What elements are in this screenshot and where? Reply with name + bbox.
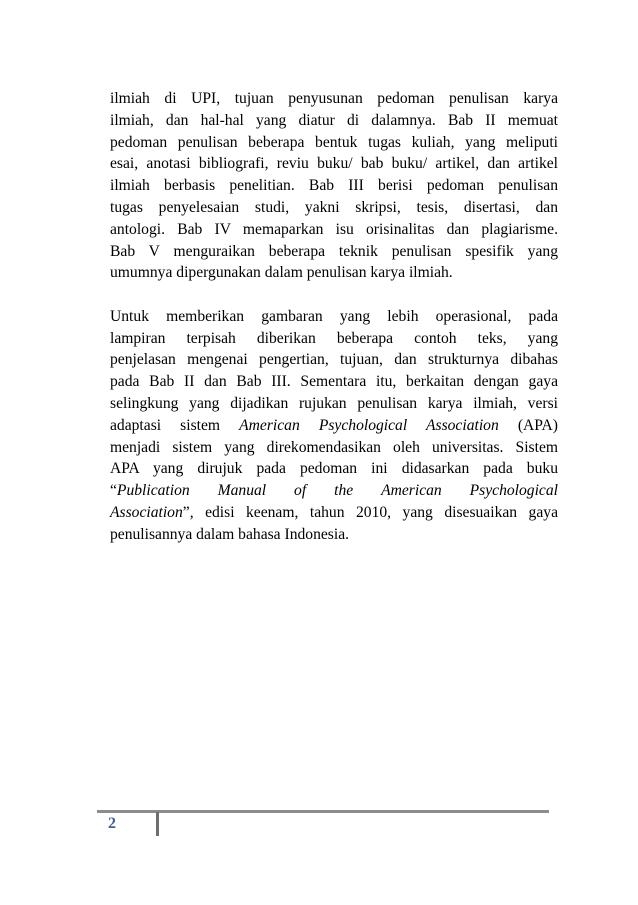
paragraph-2	[110, 306, 558, 546]
paragraph-spacer	[110, 284, 558, 306]
quote-mark: “	[110, 482, 117, 500]
text-line: tugas penyelesaian studi, yakni skripsi, tesis, disertasi, dan	[110, 198, 558, 216]
text-line: Untuk memberikan gambaran yang lebih operasional, pada	[110, 307, 558, 325]
text-line: penjelasan mengenai pengertian, tujuan, dan strukturnya dibahas	[110, 351, 558, 369]
text-line	[110, 480, 558, 502]
text-line: ilmiah berbasis penelitian. Bab III berisi pedoman penulisan	[110, 177, 558, 195]
text-line: lampiran terpisah diberikan beberapa contoh teks, yang	[110, 329, 558, 347]
text-line: ilmiah di UPI, tujuan penyusunan pedoman penulisan karya	[110, 90, 558, 107]
book-title-word: Publication	[116, 482, 190, 500]
text-line: antologi. Bab IV memaparkan isu orisinalitas dan plagiarisme.	[110, 220, 558, 238]
footer-divider-tick	[156, 812, 159, 836]
text-line: penulisannya dalam bahasa Indonesia.	[110, 525, 350, 543]
book-title-word: of	[294, 482, 307, 500]
text-line: Bab V menguraikan beberapa teknik penulisan spesifik yang	[110, 242, 558, 260]
text-line	[110, 415, 558, 437]
text-line	[110, 502, 558, 524]
text-line: menjadi sistem yang direkomendasikan oleh universitas. Sistem	[110, 438, 558, 456]
book-title-word: American	[381, 482, 442, 500]
paragraph-1	[110, 88, 558, 284]
text-line: pada Bab II dan Bab III. Sementara itu, berkaitan dengan gaya	[110, 373, 558, 391]
footer-rule	[97, 810, 549, 813]
text-segment: adaptasi sistem	[110, 416, 221, 434]
text-line: APA yang dirujuk pada pedoman ini didasarkan pada buku	[110, 460, 558, 478]
book-title-word: Association	[110, 503, 183, 521]
book-title-word: Psychological	[469, 482, 558, 500]
text-line: esai, anotasi bibliografi, reviu buku/ bab buku/ artikel, dan artikel	[110, 155, 558, 173]
text-line: umumnya dipergunakan dalam penulisan karya ilmiah.	[110, 264, 453, 282]
text-segment: (APA)	[517, 416, 558, 434]
italic-term: American Psychological Association	[239, 416, 499, 434]
book-title-word: Manual	[217, 482, 267, 500]
text-line: pedoman penulisan beberapa bentuk tugas kuliah, yang meliputi	[110, 133, 558, 151]
page-number: 2	[108, 815, 116, 832]
book-title-word: the	[334, 482, 354, 500]
text-line: ilmiah, dan hal-hal yang diatur di dalamnya. Bab II memuat	[110, 111, 558, 129]
text-line: selingkung yang dijadikan rujukan penulisan karya ilmiah, versi	[110, 394, 558, 412]
text-segment: ”, edisi keenam, tahun 2010, yang disesuaikan gaya	[182, 503, 558, 521]
body-text	[110, 88, 558, 546]
